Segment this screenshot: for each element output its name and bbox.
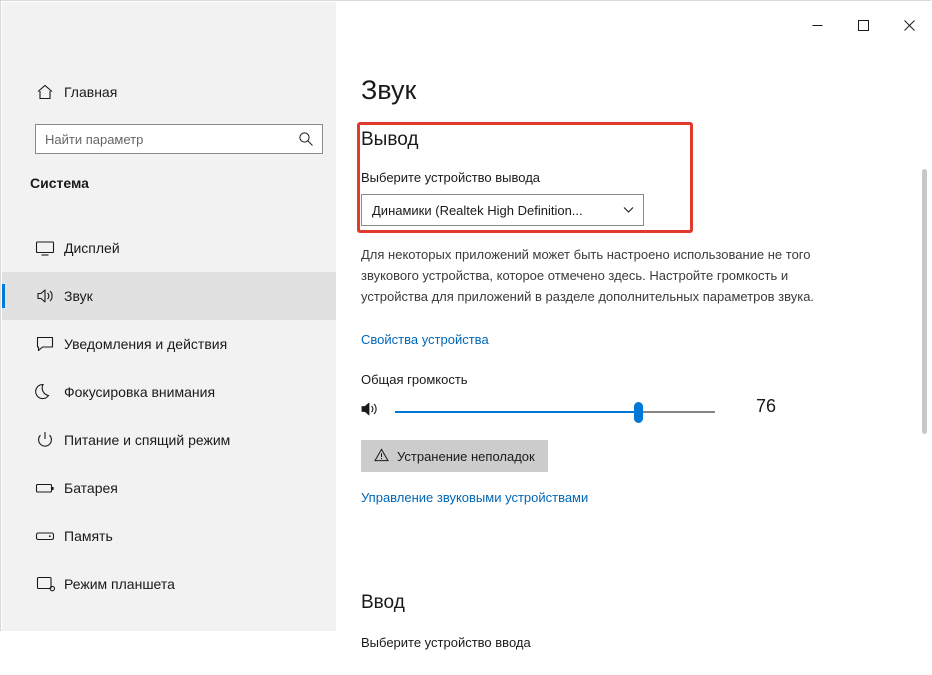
sidebar-item-label: Питание и спящий режим [64,432,231,448]
maximize-icon [858,20,869,31]
search-icon[interactable] [298,131,314,152]
close-icon [904,20,915,31]
battery-icon [26,478,64,498]
sidebar-nav [2,224,336,608]
sidebar-item-display[interactable] [2,224,336,272]
sidebar-item-battery[interactable] [2,464,336,512]
close-button[interactable] [886,9,932,41]
moon-icon [26,382,64,402]
page-title: Звук [361,75,417,105]
sidebar-item-label: Память [64,528,113,544]
speaker-icon [26,286,64,306]
output-description: Для некоторых приложений может быть настроено использование не того звукового устройства, которое отмечено здесь. Настройте громкость и устройства для приложений в разделе дополнительных параметров звука. [361,247,815,304]
sidebar-item-label: Режим планшета [64,576,175,592]
power-icon [26,430,64,450]
warning-triangle-icon [374,448,389,465]
sidebar-item-focus-assist[interactable] [2,368,336,416]
search-box[interactable] [35,124,323,154]
maximize-button[interactable] [840,9,886,41]
sidebar-item-label: Уведомления и действия [64,336,228,352]
sidebar-item-tablet-mode[interactable] [2,560,336,608]
sidebar-item-label: Дисплей [64,240,120,256]
chevron-down-icon [613,206,643,214]
output-device-dropdown[interactable] [361,194,644,226]
volume-label: Общая громкость [361,372,468,387]
storage-icon [26,526,64,546]
chat-icon [26,334,64,354]
speaker-volume-icon [360,399,382,424]
output-heading: Вывод [361,129,419,150]
main-scrollbar[interactable] [921,101,928,675]
sidebar-section-title: Система [30,175,89,191]
minimize-icon [812,20,823,31]
sidebar-item-home[interactable] [26,74,326,110]
device-properties-link[interactable]: Свойства устройства [361,332,489,347]
search-input[interactable] [36,125,295,153]
sidebar-item-label: Батарея [64,480,118,496]
troubleshoot-button[interactable] [361,440,548,472]
sidebar-item-label: Фокусировка внимания [64,384,216,400]
output-device-value: Динамики (Realtek High Definition... [372,202,583,218]
main-content [336,49,931,650]
volume-slider[interactable] [395,402,715,424]
tablet-icon [26,574,64,594]
minimize-button[interactable] [794,9,840,41]
sidebar-item-power-sleep[interactable] [2,416,336,464]
volume-slider-thumb[interactable] [634,402,643,423]
output-device-label: Выберите устройство вывода [361,170,541,185]
window-controls [794,9,932,41]
monitor-icon [26,238,64,258]
sidebar-item-label: Главная [64,84,118,100]
sidebar-item-notifications[interactable] [2,320,336,368]
volume-slider-fill [395,411,638,413]
sidebar-item-sound[interactable] [2,272,336,320]
volume-value: 76 [756,396,777,416]
scrollbar-thumb[interactable] [922,169,927,434]
sidebar-item-label: Звук [64,288,93,304]
troubleshoot-button-label: Устранение неполадок [397,448,535,464]
input-heading: Ввод [361,592,405,613]
input-device-label: Выберите устройство ввода [361,635,531,650]
sidebar-item-storage[interactable] [2,512,336,560]
manage-audio-devices-link[interactable]: Управление звуковыми устройствами [361,490,589,505]
home-icon [26,83,64,101]
sidebar [2,2,336,631]
